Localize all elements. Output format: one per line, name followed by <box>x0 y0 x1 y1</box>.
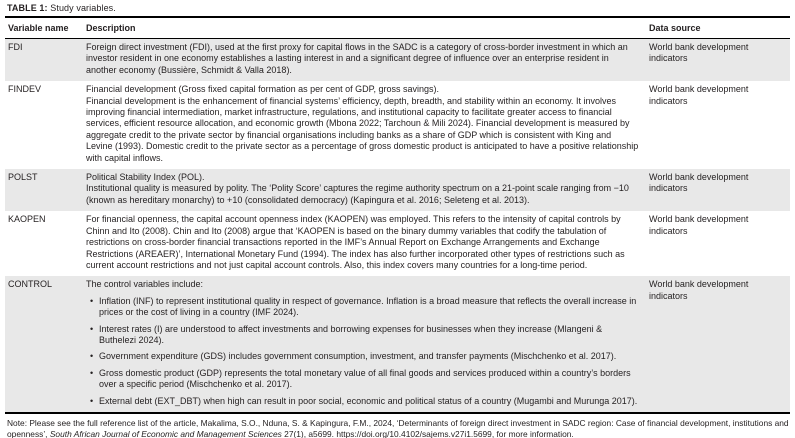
variable-name-cell: KAOPEN <box>8 214 46 225</box>
table-row <box>5 276 790 412</box>
column-header-variable: Variable name <box>8 23 69 33</box>
data-source-cell: World bank development indicators <box>649 84 749 106</box>
variable-name-cell: POLST <box>8 172 38 183</box>
description-cell <box>86 172 649 206</box>
footnote <box>5 414 790 438</box>
table-row <box>5 169 790 211</box>
bullet-list <box>86 296 639 407</box>
description-paragraph: Political Stability Index (POL). <box>86 172 205 183</box>
data-source-cell: World bank development indicators <box>649 42 749 64</box>
description-paragraph: Financial development (Gross fixed capital formation as per cent of GDP, gross savings). <box>86 84 439 95</box>
data-source-cell: World bank development indicators <box>649 279 749 301</box>
description-paragraph: Institutional quality is measured by polity. The ‘Polity Score’ captures the regime authority spectrum on a 21-point scale ranging from −10 (known as hereditary monarchy) to +10 (consolidated democracy) (Kapingura et al. 2016; Seleteng et al. 2013). <box>86 183 629 205</box>
table-row <box>5 39 790 81</box>
bullet-item: • Interest rates (I) are understood to affect investments and borrowing expenses for businesses when they increase (Mlangeni & Buthelezi 2024). <box>86 324 639 347</box>
table-row <box>5 81 790 169</box>
header-row <box>5 18 790 38</box>
bullet-item: • Government expenditure (GDS) includes government consumption, investment, and transfer payments (Mischchenko et al. 2017). <box>86 351 639 362</box>
bullet-item: • Gross domestic product (GDP) represents the total monetary value of all final goods and services produced within a country’s borders over a specific period (Mischchenko et al. 2017). <box>86 368 639 391</box>
description-paragraph: Foreign direct investment (FDI), used at the first proxy for capital flows in the SADC is a category of cross-border investment in which an investor resident in one economy establishes a lasting interest in and a significant degree of influence over an enterprise resident in another economy (Bussière, Schmidt & Valla 2018). <box>86 42 628 75</box>
footnote-text: Note: Please see the full reference list of the article, Makalima, S.O., Nduna, S. & Kapingura, F.M., 2024, ‘Determinants of foreign direct investment in SADC region: Case of financial development, institutions and openness’, <box>7 417 789 438</box>
description-cell <box>86 42 649 76</box>
variable-name-cell: FINDEV <box>8 84 42 95</box>
column-header-description: Description <box>86 23 136 33</box>
bullet-item: • Inflation (INF) to represent institutional quality in respect of governance. Inflation is a broad measure that reflects the overall increase in prices or the cost of living in a country (IMF 2024). <box>86 296 639 319</box>
column-header-source: Data source <box>649 23 701 33</box>
table-caption-text: Study variables. <box>47 3 116 13</box>
description-intro: The control variables include: <box>86 279 204 290</box>
table-caption-label: TABLE 1: <box>7 3 48 13</box>
footnote-journal-title: South African Journal of Economic and Management Sciences <box>49 428 282 438</box>
data-source-cell: World bank development indicators <box>649 214 749 236</box>
variable-name-cell: CONTROL <box>8 279 53 290</box>
description-cell <box>86 279 649 407</box>
description-cell <box>86 84 649 164</box>
description-paragraph: For financial openness, the capital account openness index (KAOPEN) was employed. This refers to the intensity of capital controls by Chinn and Ito (2008). Chin and Ito (2008) argue that ‘KAOPEN is based on the binary dummy variables that codify the tabulation of restrictions on cross-border financial transactions reported in the IMF’s Annual Report on Exchange Arrangements and Exchange Restrictions (AREAER)’, International Monetary Fund (1994). The index has also further incorporated other types of restrictions such as current account restrictions and not just capital account controls. Also, this index covers many countries for a long-time period. <box>86 214 625 270</box>
footnote-text: 27(1), a5699. https://doi.org/10.4102/sajems.v27i1.5699, for more information. <box>281 428 574 438</box>
description-cell <box>86 214 649 271</box>
description-paragraph: Financial development is the enhancement of financial systems’ efficiency, depth, breadth, and stability within an economy. It involves improving financial intermediation, market infrastructure, regulations, and institutional capacity to facilitate greater access to financial services, efficient resource allocation, and economic growth (Mbona 2022; Tarchoun & Mili 2024). Financial development is measured by aggregate credit to the private sector by financial organisations including banks as a share of GDP which is consistent with King and Levine (1993). Domestic credit to the private sector as a percentage of gross domestic product is anticipated to have a positive relationship with capital inflows. <box>86 95 639 163</box>
data-source-cell: World bank development indicators <box>649 172 749 194</box>
table-row <box>5 211 790 276</box>
bullet-item: • External debt (EXT_DBT) when high can result in poor social, economic and political status of a country (Mugambi and Murunga 2017). <box>86 396 639 407</box>
variable-name-cell: FDI <box>8 42 23 52</box>
table-caption <box>5 2 790 16</box>
